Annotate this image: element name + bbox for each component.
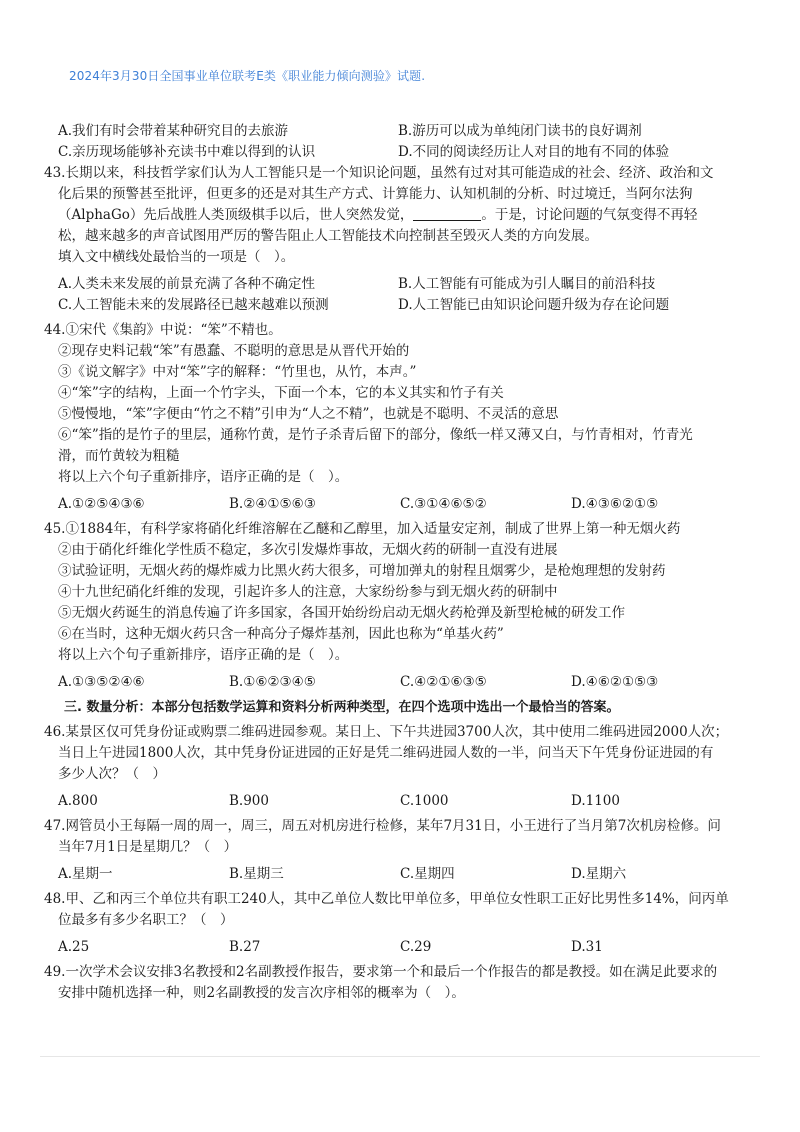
q48-line-2: 位最多有多少名职工？（ ）: [58, 912, 234, 928]
q47-line-1: 47.网管员小王每隔一周的周一，周三，周五对机房进行检修，某年7月31日，小王进行了当月第7次机房检修。问: [44, 818, 721, 834]
q43-line-2: 化后果的预警甚至批评，但更多的还是对其生产方式、计算能力、认知机制的分析、时过境迁，当阿尔法狗: [58, 186, 693, 202]
q42-option-b[interactable]: B.游历可以成为单纯闭门读书的良好调剂: [398, 123, 642, 139]
q43-line-3-post: 。于是，讨论问题的气氛变得不再轻: [481, 207, 698, 223]
q47-option-c[interactable]: C.星期四: [400, 866, 455, 882]
q45-line-1: 45.①1884年，有科学家将硝化纤维溶解在乙醚和乙醇里，加入适量安定剂，制成了世界上第一种无烟火药: [44, 521, 681, 537]
question-49: [44, 962, 758, 1004]
q43-option-c[interactable]: C.人工智能未来的发展路径已越来越难以预测: [58, 297, 329, 313]
q44-line-6: ⑥“笨”指的是竹子的里层，通称竹黄，是竹子杀青后留下的部分，像纸一样又薄又白，与竹青相对，竹青光: [58, 427, 693, 443]
q43-line-3-pre: （AlphaGo）先后战胜人类顶级棋手以后，世人突然发觉，: [58, 207, 414, 223]
q42-options-2: [58, 142, 758, 163]
q46-option-c[interactable]: C.1000: [400, 793, 449, 809]
q46-option-d[interactable]: D.1100: [571, 793, 620, 809]
q44-line-7: 滑，而竹黄较为粗糙: [58, 448, 180, 464]
q48-option-a[interactable]: A.25: [58, 939, 90, 955]
q45-line-2: ②由于硝化纤维化学性质不稳定，多次引发爆炸事故，无烟火药的研制一直没有进展: [58, 542, 558, 558]
q45-options: [58, 672, 758, 693]
q44-option-d[interactable]: D.④③⑥②①⑤: [571, 496, 659, 512]
q43-option-b[interactable]: B.人工智能有可能成为引人瞩目的前沿科技: [398, 276, 656, 292]
q42-option-d[interactable]: D.不同的阅读经历让人对目的地有不同的体验: [398, 144, 670, 160]
document-header-title: 2024年3月30日全国事业单位联考E类《职业能力倾向测验》试题.: [69, 69, 426, 83]
q45-line-4: ④十九世纪硝化纤维的发现，引起许多人的注意，大家纷纷参与到无烟火药的研制中: [58, 584, 558, 600]
q44-option-c[interactable]: C.③①④⑥⑤②: [400, 496, 487, 512]
q42-option-c[interactable]: C.亲历现场能够补充读书中难以得到的认识: [58, 144, 316, 160]
q43-line-3: [44, 205, 758, 226]
q45-line-6: ⑥在当时，这种无烟火药只含一种高分子爆炸基剂，因此也称为“单基火药”: [58, 626, 504, 642]
q47-line-2: 当年7月1日是星期几？（ ）: [58, 839, 238, 855]
q46-option-a[interactable]: A.800: [58, 793, 98, 809]
q45-option-c[interactable]: C.④②①⑥③⑤: [400, 674, 487, 690]
q44-line-1: 44.①宋代《集韵》中说：“笨”不精也。: [44, 322, 282, 338]
q43-option-d[interactable]: D.人工智能已由知识论问题升级为存在论问题: [398, 297, 670, 313]
q43-prompt: 填入文中横线处最恰当的一项是（ ）。: [58, 249, 295, 265]
q43-option-a[interactable]: A.人类未来发展的前景充满了各种不确定性: [58, 276, 316, 292]
q46-line-3: 多少人次？（ ）: [58, 766, 166, 782]
section-3-heading: 三. 数量分析：本部分包括数学运算和资料分析两种类型，在四个选项中选出一个最恰当的答案。: [64, 700, 620, 715]
q45-line-5: ⑤无烟火药诞生的消息传遍了许多国家，各国开始纷纷启动无烟火药枪弹及新型枪械的研发工作: [58, 605, 625, 621]
q44-line-5: ⑤慢慢地，“笨”字便由“竹之不精”引申为“人之不精”，也就是不聪明、不灵活的意思: [58, 406, 559, 422]
question-47: [44, 816, 758, 858]
q49-line-2: 安排中随机选择一种，则2名副教授的发言次序相邻的概率为（ ）。: [58, 985, 465, 1001]
exam-page: [44, 121, 758, 1004]
q44-prompt: 将以上六个句子重新排序，语序正确的是（ ）。: [58, 469, 349, 485]
q46-option-b[interactable]: B.900: [229, 793, 269, 809]
q47-option-b[interactable]: B.星期三: [229, 866, 284, 882]
q47-option-d[interactable]: D.星期六: [571, 866, 627, 882]
question-48: [44, 889, 758, 931]
q47-option-a[interactable]: A.星期一: [58, 866, 113, 882]
footer-divider: [40, 1056, 760, 1057]
q44-option-a[interactable]: A.①②⑤④③⑥: [58, 496, 145, 512]
q46-line-1: 46.某景区仅可凭身份证或购票二维码进园参观。某日上、下午共进园3700人次，其中使用二维码进园2000人次；: [44, 724, 729, 740]
q43-blank[interactable]: [413, 206, 481, 221]
q43-options-2: [58, 295, 758, 316]
q46-line-2: 当日上午进园1800人次，其中凭身份证进园的正好是凭二维码进园人数的一半，问当天下午凭身份证进园的有: [58, 745, 714, 761]
q45-option-a[interactable]: A.①③⑤②④⑥: [58, 674, 145, 690]
q45-option-b[interactable]: B.①⑥②③④⑤: [229, 674, 316, 690]
q47-options: [58, 864, 758, 885]
q44-line-2: ②现存史料记载“笨”有愚蠢、不聪明的意思是从晋代开始的: [58, 343, 410, 359]
q48-option-c[interactable]: C.29: [400, 939, 432, 955]
q42-option-a[interactable]: A.我们有时会带着某种研究目的去旅游: [58, 123, 289, 139]
q44-line-4: ④“笨”字的结构，上面一个竹字头，下面一个本，它的本义其实和竹子有关: [58, 385, 504, 401]
q43-options: [58, 274, 758, 295]
q44-line-3: ③《说文解字》中对“笨”字的解释：“竹里也，从竹，本声。”: [58, 364, 417, 380]
q46-options: [58, 791, 758, 812]
question-45: [44, 519, 758, 666]
q48-option-d[interactable]: D.31: [571, 939, 603, 955]
q43-line-1: 43.长期以来，科技哲学家们认为人工智能只是一个知识论问题，虽然有过对其可能造成的社会、经济、政治和文: [44, 165, 714, 181]
question-43: [44, 163, 758, 268]
q45-option-d[interactable]: D.④⑥②①⑤③: [571, 674, 659, 690]
q49-line-1: 49.一次学术会议安排3名教授和2名副教授作报告，要求第一个和最后一个作报告的都是教授。如在满足此要求的: [44, 964, 718, 980]
q44-options: [58, 494, 758, 515]
q43-line-4: 松，越来越多的声音试图用严厉的警告阻止人工智能技术向控制甚至毁灭人类的方向发展。: [58, 228, 598, 244]
q45-line-3: ③试验证明，无烟火药的爆炸威力比黑火药大很多，可增加弹丸的射程且烟雾少，是枪炮理想的发射药: [58, 563, 666, 579]
question-46: [44, 722, 758, 785]
q45-prompt: 将以上六个句子重新排序，语序正确的是（ ）。: [58, 647, 349, 663]
q42-options: [58, 121, 758, 142]
q48-option-b[interactable]: B.27: [229, 939, 261, 955]
q44-option-b[interactable]: B.②④①⑤⑥③: [229, 496, 316, 512]
q48-options: [58, 937, 758, 958]
q48-line-1: 48.甲、乙和丙三个单位共有职工240人，其中乙单位人数比甲单位多，甲单位女性职工正好比男性多14%，问丙单: [44, 891, 729, 907]
question-44: [44, 320, 758, 488]
